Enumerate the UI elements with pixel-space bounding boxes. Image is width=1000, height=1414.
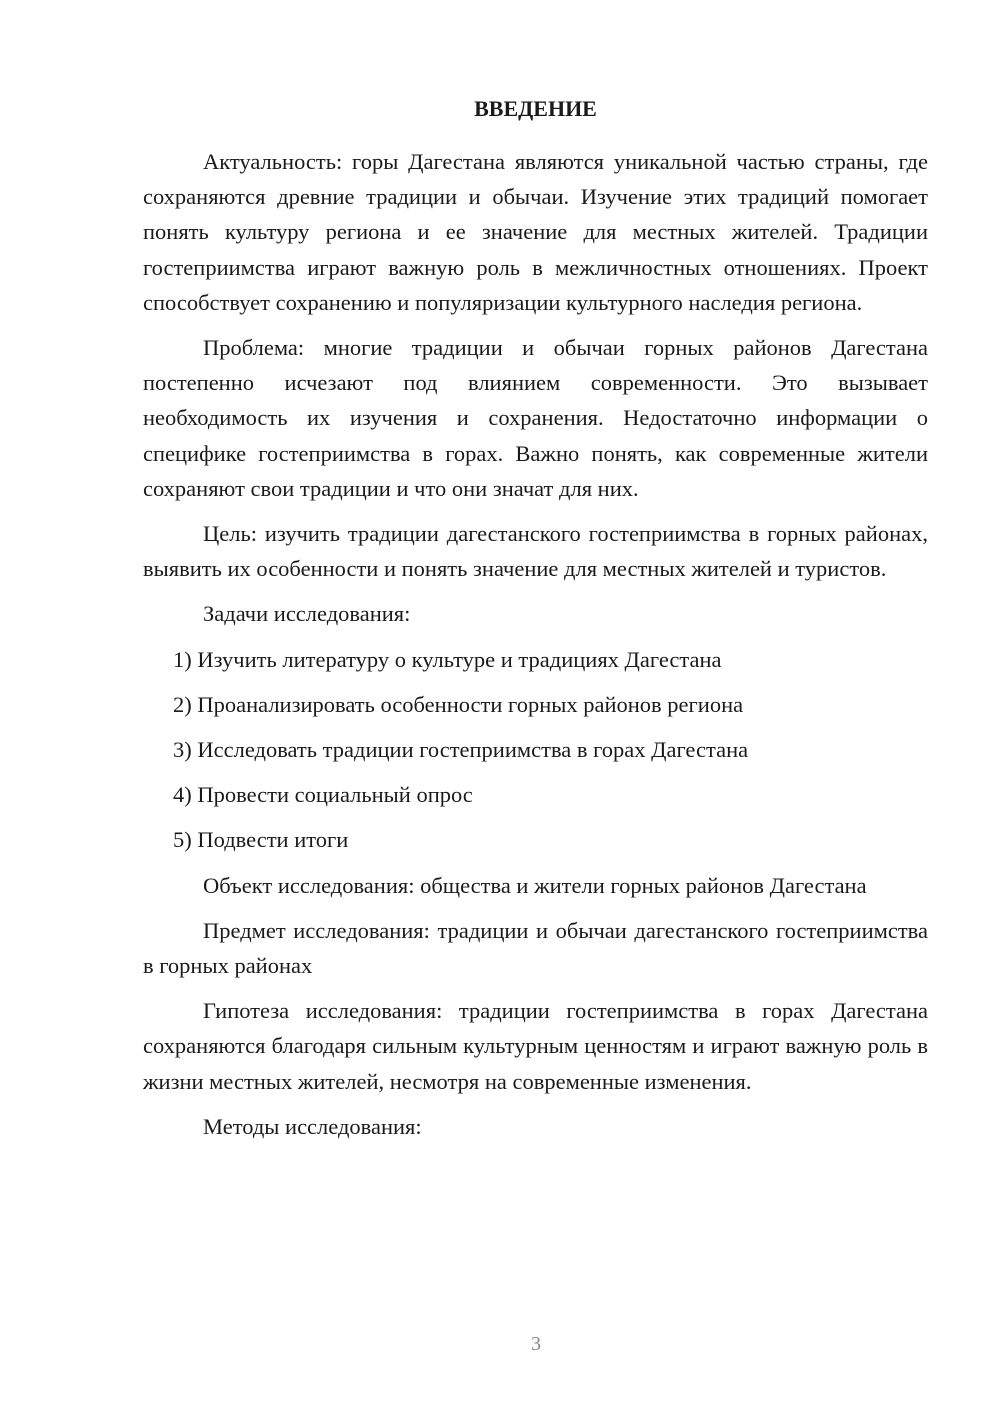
problem-paragraph: Проблема: многие традиции и обычаи горных районов Дагестана постепенно исчезают под влиянием современности. Это вызывает необходимость их изучения и сохранения. Недостаточно информации о специфике гостеприимства в горах. Важно понять, как современные жители сохраняют свои традиции и что они значат для них. — [143, 335, 928, 501]
subject-paragraph: Предмет исследования: традиции и обычаи дагестанского гостеприимства в горных районах — [143, 917, 928, 979]
tasks-list — [143, 642, 928, 858]
object-paragraph: Объект исследования: общества и жители горных районов Дагестана — [203, 872, 867, 898]
hypothesis-paragraph: Гипотеза исследования: традиции гостеприимства в горах Дагестана сохраняются благодаря сильным культурным ценностям и играют важную роль в жизни местных жителей, несмотря на современные изменения. — [143, 998, 928, 1094]
tasks-heading: Задачи исследования: — [203, 601, 411, 627]
relevance-paragraph: Актуальность: горы Дагестана являются уникальной частью страны, где сохраняются древние традиции и обычаи. Изучение этих традиций помогает понять культуру региона и ее значение для местных жителей. Традиции гостеприимства играют важную роль в межличностных отношениях. Проект способствует сохранению и популяризации культурного наследия региона. — [143, 149, 928, 315]
list-item: 4) Провести социальный опрос — [173, 782, 473, 808]
list-item: 2) Проанализировать особенности горных районов региона — [173, 691, 744, 717]
goal-paragraph: Цель: изучить традиции дагестанского гостеприимства в горных районах, выявить их особенности и понять значение для местных жителей и туристов. — [143, 521, 928, 582]
list-item: 3) Исследовать традиции гостеприимства в горах Дагестана — [173, 737, 749, 763]
list-item: 1) Изучить литературу о культуре и традициях Дагестана — [173, 646, 722, 672]
methods-heading: Методы исследования: — [203, 1113, 422, 1139]
document-page — [143, 92, 928, 1144]
page-number: 3 — [531, 1333, 541, 1355]
page-title: ВВЕДЕНИЕ — [474, 96, 597, 121]
list-item: 5) Подвести итоги — [173, 827, 349, 853]
